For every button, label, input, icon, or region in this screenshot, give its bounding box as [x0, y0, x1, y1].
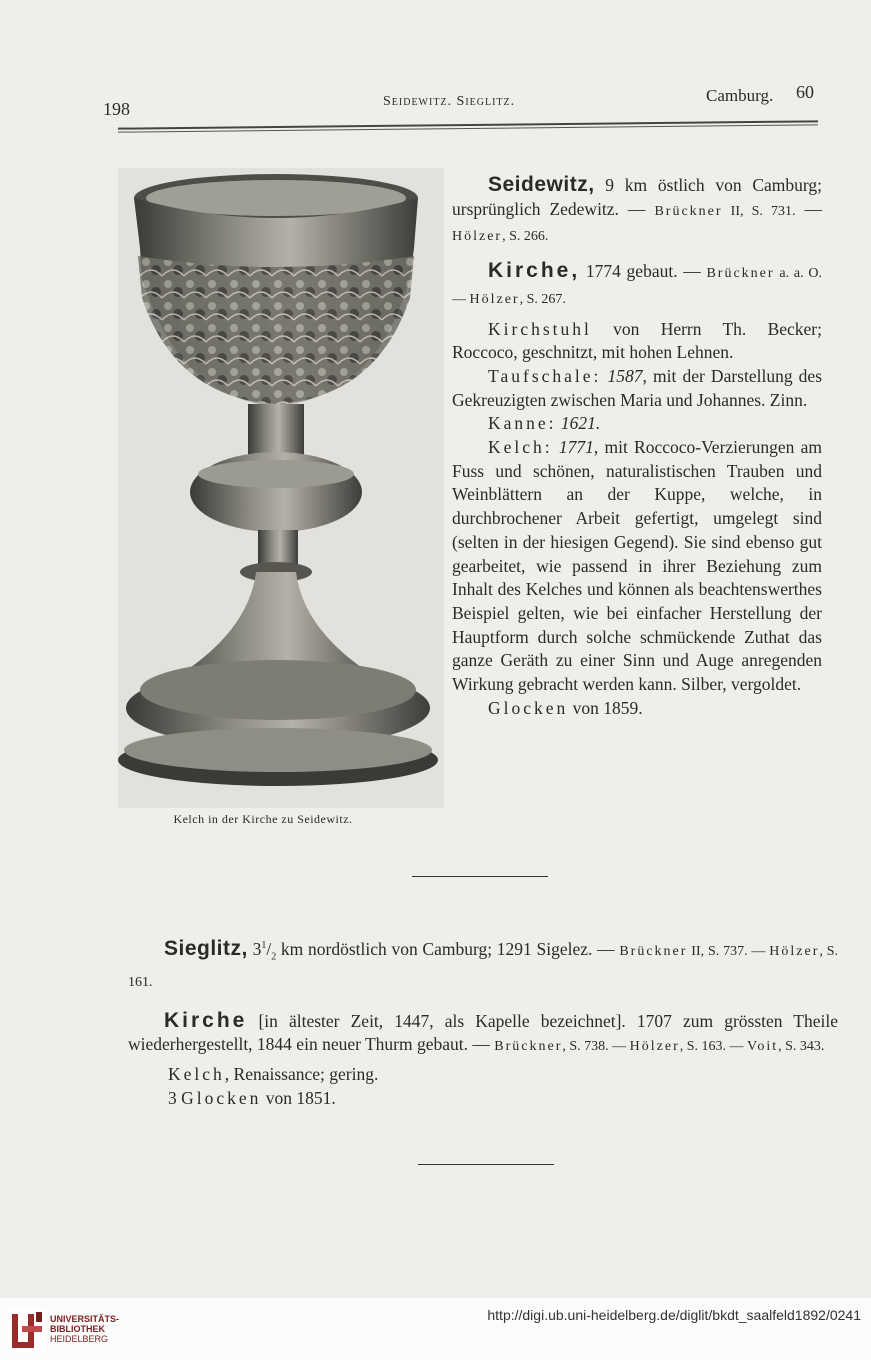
kanne-item: [452, 412, 822, 436]
library-logo-icon: [8, 1308, 46, 1352]
kirchstuhl-text: von Herrn Th. Becker; Roccoco, geschnitzt, mit hohen Lehnen.: [452, 318, 822, 363]
glocken-text: von 1859.: [568, 697, 643, 718]
chalice-image: [118, 168, 444, 808]
kanne-year: 1621.: [556, 413, 601, 434]
logo-line: HEIDELBERG: [50, 1334, 109, 1344]
section-separator: [418, 1164, 554, 1165]
viewer-footer: [0, 1298, 871, 1360]
kelch-year: 1771: [552, 437, 594, 458]
logo-line: UNIVERSITÄTS-: [50, 1314, 120, 1324]
reference-detail: a. a. O. —: [452, 266, 822, 307]
reference-detail: , S. 163. —: [679, 1039, 748, 1055]
running-place: Camburg.: [706, 86, 774, 105]
reference-author: Brückner: [654, 203, 723, 219]
kirchstuhl-item: [452, 318, 822, 365]
sieglitz-kelch: [128, 1063, 838, 1087]
seidewitz-heading: Seidewitz,: [488, 173, 595, 196]
kelch-label: Kelch:: [488, 437, 553, 458]
reference-author: Brückner: [706, 266, 775, 282]
reference-detail: , S. 266.: [502, 229, 549, 245]
seidewitz-intro: [452, 173, 822, 249]
page-number-left: 198: [103, 99, 130, 119]
fraction-numerator: 1: [261, 940, 267, 951]
reference-detail: , S. 343.: [778, 1039, 825, 1055]
glocken-text: von 1851.: [261, 1087, 336, 1108]
sieglitz-glocken: [128, 1087, 838, 1111]
reference-detail: , S. 267.: [519, 291, 566, 307]
kelch-label: Kelch: [168, 1064, 225, 1085]
chalice-illustration: [118, 168, 444, 808]
kelch-item: [452, 436, 822, 697]
kelch-text: , Renaissance; gering.: [224, 1064, 379, 1085]
kirchstuhl-label: Kirchstuhl: [488, 318, 592, 339]
seidewitz-kirche: [452, 259, 822, 311]
reference-detail: II, S. 731.: [722, 203, 796, 219]
seidewitz-entry: [452, 173, 822, 720]
running-title: Seidewitz. Sieglitz.: [383, 94, 516, 109]
kirche-heading: Kirche: [164, 1008, 248, 1032]
sieglitz-distance: 3: [247, 938, 262, 959]
glocken-label: Glocken: [488, 697, 569, 718]
seidewitz-intro-text: 9 km östlich von Camburg; ursprünglich Zedewitz. —: [452, 175, 822, 219]
taufschale-year: 1587: [601, 365, 643, 386]
reference-author: Hölzer: [769, 943, 820, 959]
reference-detail: II, S. 737. —: [687, 943, 770, 959]
sieglitz-intro: Sieglitz, $3^1/_2$ km nordöstlich von Camburg; 1291 Sigelez. — Brückner II, S. 737. — Hölzer, S. 161.: [128, 936, 838, 991]
glocken-item: [452, 697, 822, 721]
reference-author: Voit: [747, 1039, 779, 1055]
page-number-right: 60: [796, 82, 814, 102]
permalink-url[interactable]: http://digi.ub.uni-heidelberg.de/diglit/bkdt_saalfeld1892/0241: [487, 1307, 861, 1323]
reference-detail: , S. 738. —: [562, 1039, 630, 1055]
taufschale-label: Taufschale:: [488, 365, 602, 386]
reference-author: Hölzer: [469, 291, 520, 307]
reference-author: Brückner: [494, 1039, 563, 1055]
kanne-label: Kanne:: [488, 413, 557, 434]
kirche-text: 1774 gebaut. —: [580, 261, 707, 282]
sieglitz-heading: Sieglitz,: [164, 936, 248, 960]
library-logo-text: [50, 1314, 119, 1344]
figure-caption: Kelch in der Kirche zu Seidewitz.: [173, 812, 353, 826]
logo-line: BIBLIOTHEK: [50, 1324, 105, 1334]
taufschale-item: [452, 365, 822, 412]
sieglitz-intro-text: km nordöstlich von Camburg; 1291 Sigelez. —: [276, 938, 620, 959]
fraction-denominator: 2: [271, 951, 277, 963]
sieglitz-entry: [128, 934, 838, 1111]
reference-detail: , S. 161.: [128, 943, 838, 991]
section-separator: [412, 876, 548, 877]
sieglitz-kirche: [128, 1009, 838, 1059]
glocken-count: 3: [168, 1087, 182, 1108]
kirche-text: [in ältester Zeit, 1447, als Kapelle bezeichnet]. 1707 zum grössten Theile wiederhergestellt, 1844 ein neuer Thurm gebaut. —: [128, 1010, 838, 1055]
glocken-label: Glocken: [181, 1087, 262, 1108]
reference-author: Brückner: [619, 943, 688, 959]
reference-author: Hölzer: [452, 229, 503, 245]
reference-author: Hölzer: [629, 1039, 680, 1055]
taufschale-text: , mit der Darstellung des Gekreuzigten zwischen Maria und Johannes. Zinn.: [452, 365, 823, 410]
kelch-text: , mit Roccoco-Verzierungen am Fuss und schönen, naturalistischen Trauben und Weinblättern an der Kuppe, welche, in durchbrochener Arbeit gefertigt, umgelegt sind (selten in der hiesigen Gegend). Sie sind ebenso gut gearbeitet, wie passend in ihrer Beziehung zum Inhalt des Kelches und können als beachtenswerthes Beispiel gelten, wie bei einfacher Herstellung der Hauptform durch solche schmückende Zuthat das ganze Geräth zu einer Sinn und Auge anregenden Wirkung gebracht werden kann. Silber, vergoldet.: [452, 437, 822, 695]
kirche-heading: Kirche,: [488, 259, 581, 283]
reference-dash: —: [795, 198, 823, 219]
